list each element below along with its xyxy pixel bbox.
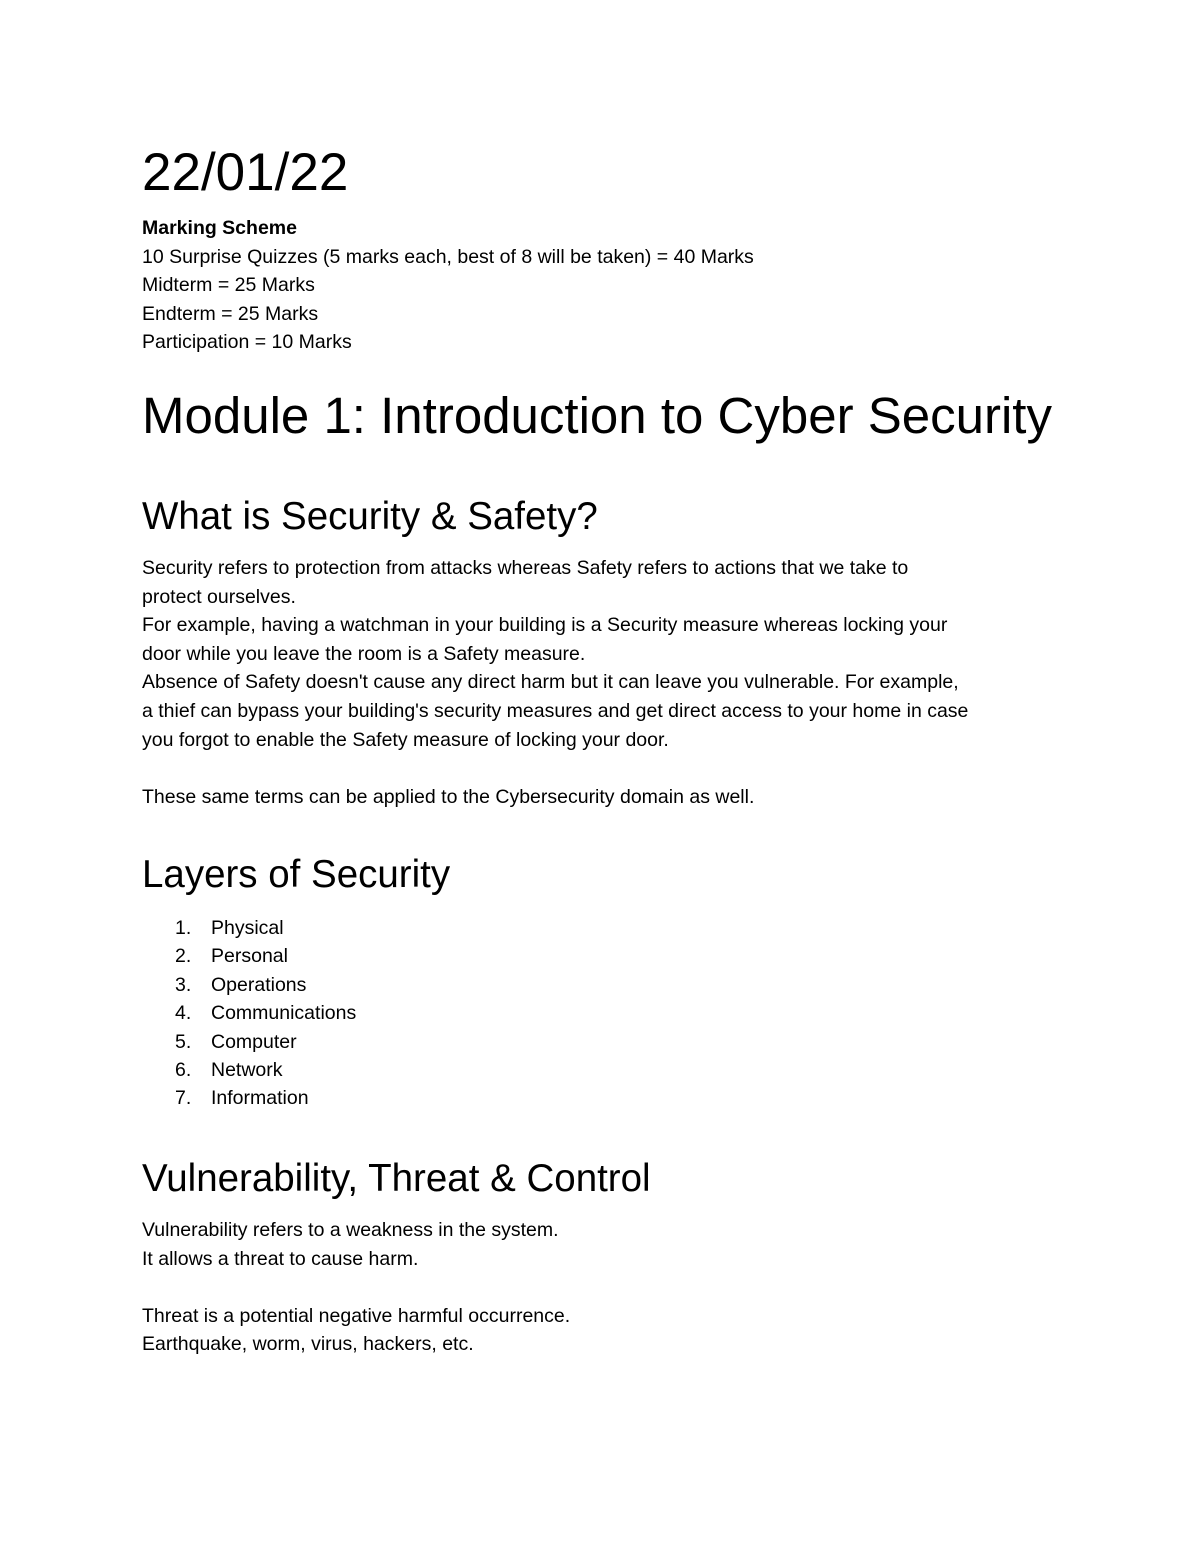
marking-scheme-line: 10 Surprise Quizzes (5 marks each, best of 8 will be taken) = 40 Marks [142, 245, 754, 268]
body-line: Security refers to protection from attacks whereas Safety refers to actions that we take to [142, 557, 909, 579]
list-label: Physical [211, 917, 284, 939]
body-line: Threat is a potential negative harmful occurrence. [142, 1304, 571, 1327]
marking-scheme [142, 214, 754, 357]
security-safety-body [142, 554, 1072, 811]
layers-heading: Layers of Security [142, 853, 451, 896]
list-item [142, 1084, 356, 1112]
paragraph-spacer [142, 754, 1072, 783]
body-line: These same terms can be applied to the Cybersecurity domain as well. [142, 785, 755, 808]
list-item [142, 971, 356, 999]
list-number: 6. [175, 1059, 192, 1082]
list-item [142, 999, 356, 1027]
list-label: Network [211, 1059, 283, 1082]
list-label: Computer [211, 1030, 297, 1053]
body-line: door while you leave the room is a Safety measure. [142, 642, 586, 665]
body-line: Vulnerability refers to a weakness in the system. [142, 1219, 559, 1241]
marking-scheme-line: Endterm = 25 Marks [142, 302, 319, 325]
body-line: protect ourselves. [142, 585, 296, 608]
body-line: Absence of Safety doesn't cause any direct harm but it can leave you vulnerable. For example, [142, 671, 959, 694]
list-number: 5. [175, 1030, 192, 1053]
list-item [142, 1056, 356, 1084]
marking-scheme-label: Marking Scheme [142, 217, 297, 239]
list-label: Operations [211, 973, 307, 996]
list-number: 1. [175, 917, 192, 939]
list-item [142, 1028, 356, 1056]
date-heading: 22/01/22 [142, 143, 349, 202]
list-item [142, 914, 356, 942]
list-number: 3. [175, 973, 192, 996]
list-number: 4. [175, 1002, 192, 1025]
vtc-body [142, 1216, 1072, 1359]
list-label: Communications [211, 1002, 357, 1025]
body-line: you forgot to enable the Safety measure of locking your door. [142, 728, 669, 751]
body-line: It allows a threat to cause harm. [142, 1247, 419, 1270]
module-title: Module 1: Introduction to Cyber Security [142, 387, 1052, 444]
vtc-heading: Vulnerability, Threat & Control [142, 1157, 651, 1200]
security-safety-heading: What is Security & Safety? [142, 495, 598, 538]
body-line: For example, having a watchman in your building is a Security measure whereas locking your [142, 614, 948, 637]
list-label: Personal [211, 945, 288, 968]
marking-scheme-line: Midterm = 25 Marks [142, 274, 315, 297]
body-line: Earthquake, worm, virus, hackers, etc. [142, 1333, 474, 1356]
body-line: a thief can bypass your building's security measures and get direct access to your home in case [142, 699, 969, 722]
paragraph-spacer [142, 1273, 1072, 1302]
list-item [142, 942, 356, 970]
layers-list [142, 914, 356, 1113]
marking-scheme-line: Participation = 10 Marks [142, 331, 352, 354]
list-label: Information [211, 1087, 309, 1110]
list-number: 2. [175, 945, 192, 968]
list-number: 7. [175, 1087, 192, 1110]
